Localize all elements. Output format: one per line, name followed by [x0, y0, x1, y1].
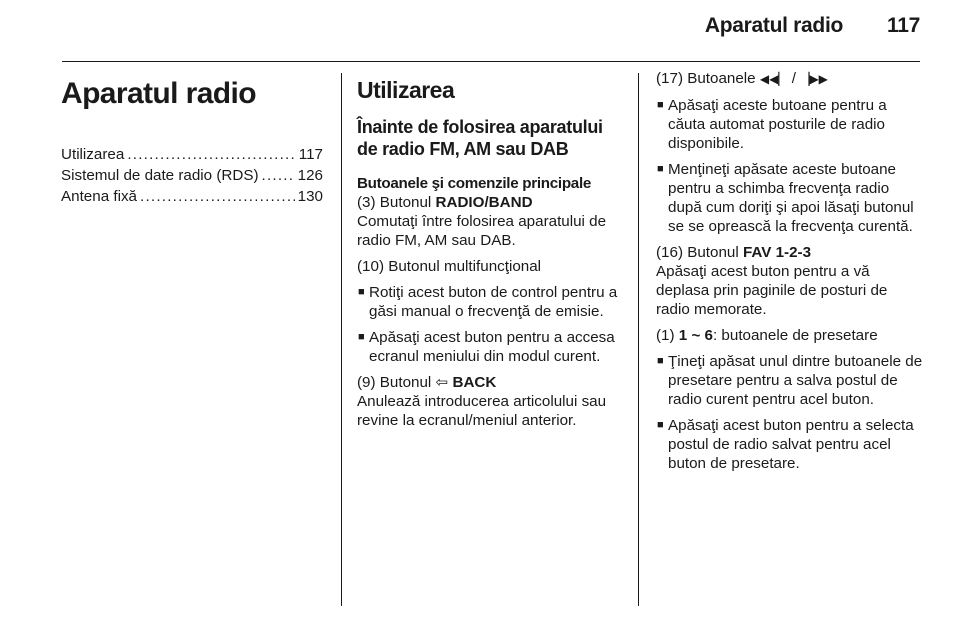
bullet-text: Ţineţi apăsat unul dintre butoanele de presetare pentru a salva postul de radio curent pentru acel buton.: [668, 353, 923, 408]
list-item: [656, 160, 924, 236]
toc-dots: [127, 145, 295, 164]
bullet-text: Apăsaţi acest buton pentru a selecta postul de radio salvat pentru acel buton de presetare.: [668, 417, 914, 472]
list-item: [656, 96, 924, 153]
section-title: Utilizarea: [357, 77, 455, 103]
toc-label: Utilizarea: [61, 146, 125, 163]
column-divider-1: [341, 73, 342, 606]
fav-name: FAV 1-2-3: [742, 244, 812, 261]
preset-buttons-label: [656, 326, 924, 345]
bullet-text: Rotiţi acest buton de control pentru a găsi manual o frecvenţă de emisie.: [369, 284, 618, 320]
preset-name: 1 ~ 6: [678, 327, 713, 344]
toc-label: Antena fixă: [61, 188, 137, 205]
radio-band-prefix: (3) Butonul: [357, 194, 436, 211]
subsection-title: Înainte de folosirea aparatului de radio FM, AM sau DAB: [357, 117, 603, 159]
toc-page: 126: [297, 167, 323, 184]
back-arrow-icon: ⇦: [435, 374, 449, 391]
left-column: [61, 72, 323, 208]
list-item: [357, 283, 625, 321]
radio-band-name: RADIO/BAND: [435, 194, 533, 211]
toc-page: 117: [298, 146, 323, 163]
back-button-label: [357, 373, 625, 392]
header-section-title: Aparatul radio: [704, 14, 844, 37]
seek-separator: /: [787, 70, 801, 87]
bullet-icon: ■: [358, 286, 365, 298]
seek-forward-icon: ▕▶▶: [800, 72, 828, 86]
header-page-number: 117: [887, 14, 920, 37]
bullet-text: Apăsaţi aceste butoane pentru a căuta automat posturile de radio disponibile.: [668, 97, 887, 152]
page-header: [705, 14, 920, 38]
toc-dots: [262, 166, 295, 185]
header-rule: [62, 61, 920, 62]
toc-row[interactable]: [61, 145, 323, 164]
toc-row[interactable]: [61, 166, 323, 185]
preset-prefix: (1): [656, 327, 679, 344]
controls-heading: Butoanele şi comenzile principale: [357, 175, 592, 192]
back-description: Anulează introducerea articolului sau revine la ecranul/meniul anterior.: [357, 393, 607, 429]
radio-band-description: Comutaţi între folosirea aparatului de radio FM, AM sau DAB.: [357, 213, 607, 249]
right-column: [656, 72, 924, 480]
column-divider-2: [638, 73, 639, 606]
back-prefix: (9) Butonul: [357, 374, 436, 391]
radio-band-button-label: [357, 193, 625, 212]
seek-prefix: (17) Butoanele: [656, 70, 760, 87]
bullet-icon: ■: [657, 419, 664, 431]
toc-page: 130: [297, 188, 323, 205]
bullet-icon: ■: [358, 331, 365, 343]
list-item: [656, 352, 924, 409]
fav-description: Apăsaţi acest buton pentru a vă deplasa prin paginile de posturi de radio memorate.: [656, 263, 888, 318]
chapter-title: Aparatul radio: [61, 77, 256, 110]
fav-button-label: [656, 243, 924, 262]
toc-row[interactable]: [61, 187, 323, 206]
multifunction-button-label: (10) Butonul multifuncţional: [357, 258, 542, 275]
seek-back-icon: ◀◀▏: [759, 72, 788, 86]
bullet-icon: ■: [657, 355, 664, 367]
fav-prefix: (16) Butonul: [656, 244, 743, 261]
seek-buttons-label: [656, 69, 924, 89]
bullet-text: Menţineţi apăsate aceste butoane pentru a schimba frecvenţa radio după cum doriţi şi apoi lăsaţi butonul se se oprească la frecvenţa curentă.: [668, 161, 914, 235]
toc-label: Sistemul de date radio (RDS): [61, 167, 259, 184]
preset-suffix: : butoanele de presetare: [712, 327, 878, 344]
bullet-text: Apăsaţi acest buton pentru a accesa ecranul meniului din modul curent.: [369, 329, 615, 365]
middle-column: [357, 72, 625, 437]
back-name: BACK: [452, 374, 497, 391]
list-item: [656, 416, 924, 473]
list-item: [357, 328, 625, 366]
toc-dots: [140, 187, 295, 206]
bullet-icon: ■: [657, 99, 664, 111]
bullet-icon: ■: [657, 163, 664, 175]
